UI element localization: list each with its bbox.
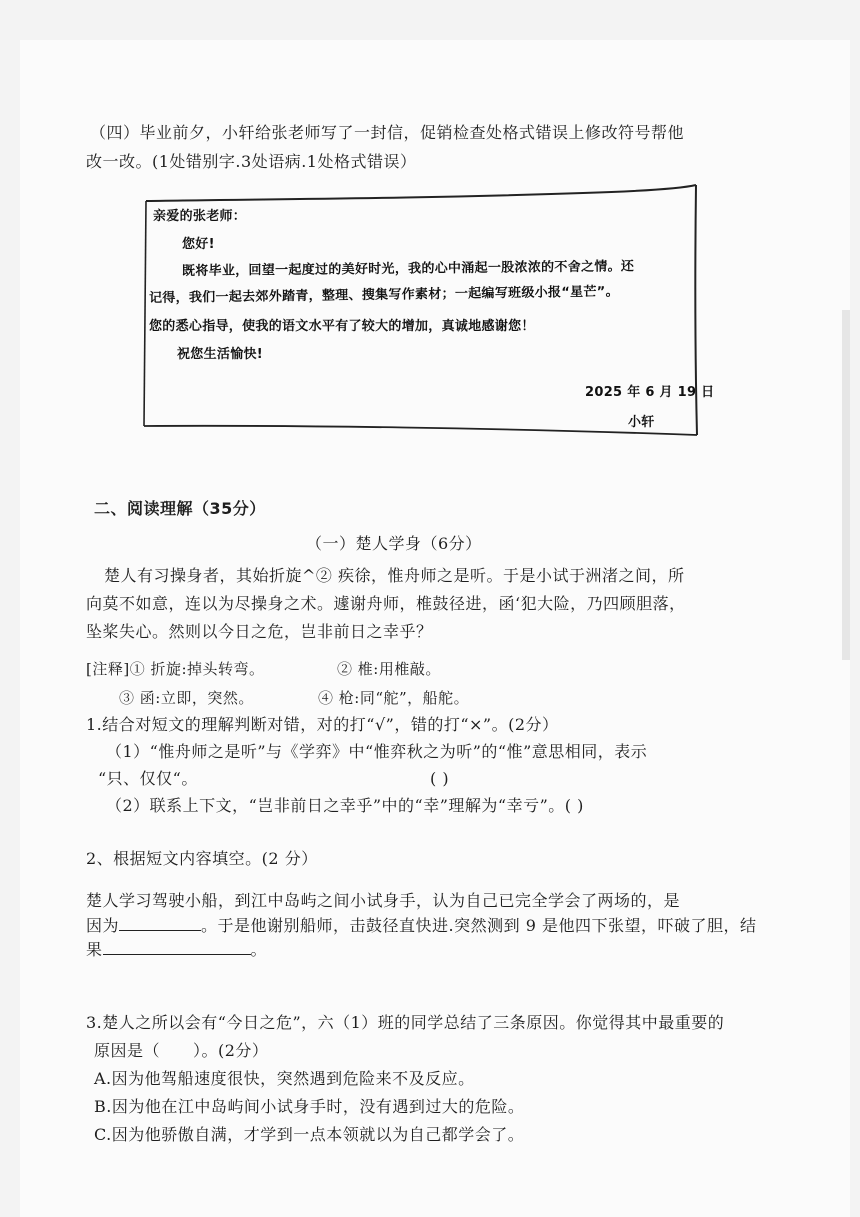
note-1: [注释]① 折旋:掉头转弯。 (86, 660, 265, 678)
section4-line1: （四）毕业前夕，小轩给张老师写了一封信，促销检查处格式错误上修改符号帮他 (90, 123, 685, 142)
question-1-item1-line2: “只、仅仅“。 (98, 769, 198, 788)
option-b[interactable]: B.因为他在江中岛屿间小试身手时，没有遇到过大的危险。 (94, 1097, 525, 1116)
question-2-text-line3 (86, 938, 267, 961)
question-2-text-line2 (86, 914, 756, 937)
note-2: ② 椎:用椎敲。 (337, 660, 441, 678)
letter-salutation: 亲爱的张老师： (153, 209, 247, 224)
page-edge-shadow (842, 310, 850, 660)
question-1-item2: （2）联系上下文，“岂非前日之幸乎”中的“幸”理解为“幸亏”。( ) (106, 796, 584, 815)
section4-line2: 改一改。(1处错别字.3处语病.1处格式错误） (86, 152, 417, 171)
question-3-line2: 原因是（ ）。(2分） (94, 1041, 269, 1060)
section2-heading: 二、阅读理解（35分） (94, 499, 266, 518)
note-3: ③ 函:立即，突然。 (119, 689, 254, 707)
question-1-item1-answer-box[interactable]: ( ) (430, 769, 450, 788)
question-2-blank-1[interactable] (119, 914, 201, 931)
question-1-item1-line1: （1）“惟舟师之是听”与《学弈》中“惟弈秋之为听”的“惟”意思相同，表示 (106, 742, 648, 761)
question-2-blank-2[interactable] (103, 938, 251, 955)
option-c[interactable]: C.因为他骄傲自满，才学到一点本领就以为自己都学会了。 (94, 1125, 525, 1144)
passage-line2: 向莫不如意，连以为尽操身之术。遽谢舟师，椎鼓径进，函‘犯大险，乃四顾胆落， (86, 594, 686, 613)
question-2-prefix: 因为 (86, 916, 120, 935)
passage-line1: 楚人有习操身者，其始折旋^② 疾徐，惟舟师之是听。于是小试于洲渚之间，所 (104, 566, 685, 585)
option-a[interactable]: A.因为他驾船速度很快，突然遇到危险来不及反应。 (94, 1069, 475, 1088)
letter-signature: 小轩 (628, 415, 655, 430)
letter-body-line2: 记得，我们一起去郊外踏青，整理、搜集写作素材；一起编写班级小报“星芒”。 (148, 284, 619, 306)
letter-date: 2025 年 6 月 19 日 (585, 385, 715, 400)
question-2-text-line1: 楚人学习驾驶小船，到江中岛屿之间小试身手，认为自己已完全学会了两场的，是 (86, 891, 681, 910)
letter-body-line3: 您的悉心指导，使我的语文水平有了较大的增加，真诚地感谢您！ (149, 319, 535, 334)
question-2: 2、根据短文内容填空。(2 分） (86, 849, 318, 868)
question-2-end: 。 (250, 940, 268, 959)
passage-line3: 坠桨失心。然则以今日之危，岂非前日之幸乎？ (86, 622, 433, 641)
note-4: ④ 枪:同“舵”，船舵。 (318, 689, 470, 707)
letter-closing: 祝您生活愉快! (177, 347, 264, 362)
question-2-middle: 。于是他谢别船师，击鼓径直快进.突然测到 9 是他四下张望，吓破了胆，结 (201, 916, 757, 935)
question-2-result-prefix: 果 (86, 940, 103, 959)
letter-body-line1: 既将毕业，回望一起度过的美好时光，我的心中涌起一股浓浓的不舍之情。还 (181, 259, 635, 279)
letter-greeting: 您好! (182, 237, 215, 252)
question-3-line1: 3.楚人之所以会有“今日之危”，六（1）班的同学总结了三条原因。你觉得其中最重要的 (86, 1013, 725, 1032)
letter-card (143, 183, 715, 438)
question-1: 1.结合对短文的理解判断对错，对的打“√”，错的打“×”。(2分） (86, 715, 559, 734)
passage-title: （一）楚人学身（6分） (306, 534, 482, 553)
